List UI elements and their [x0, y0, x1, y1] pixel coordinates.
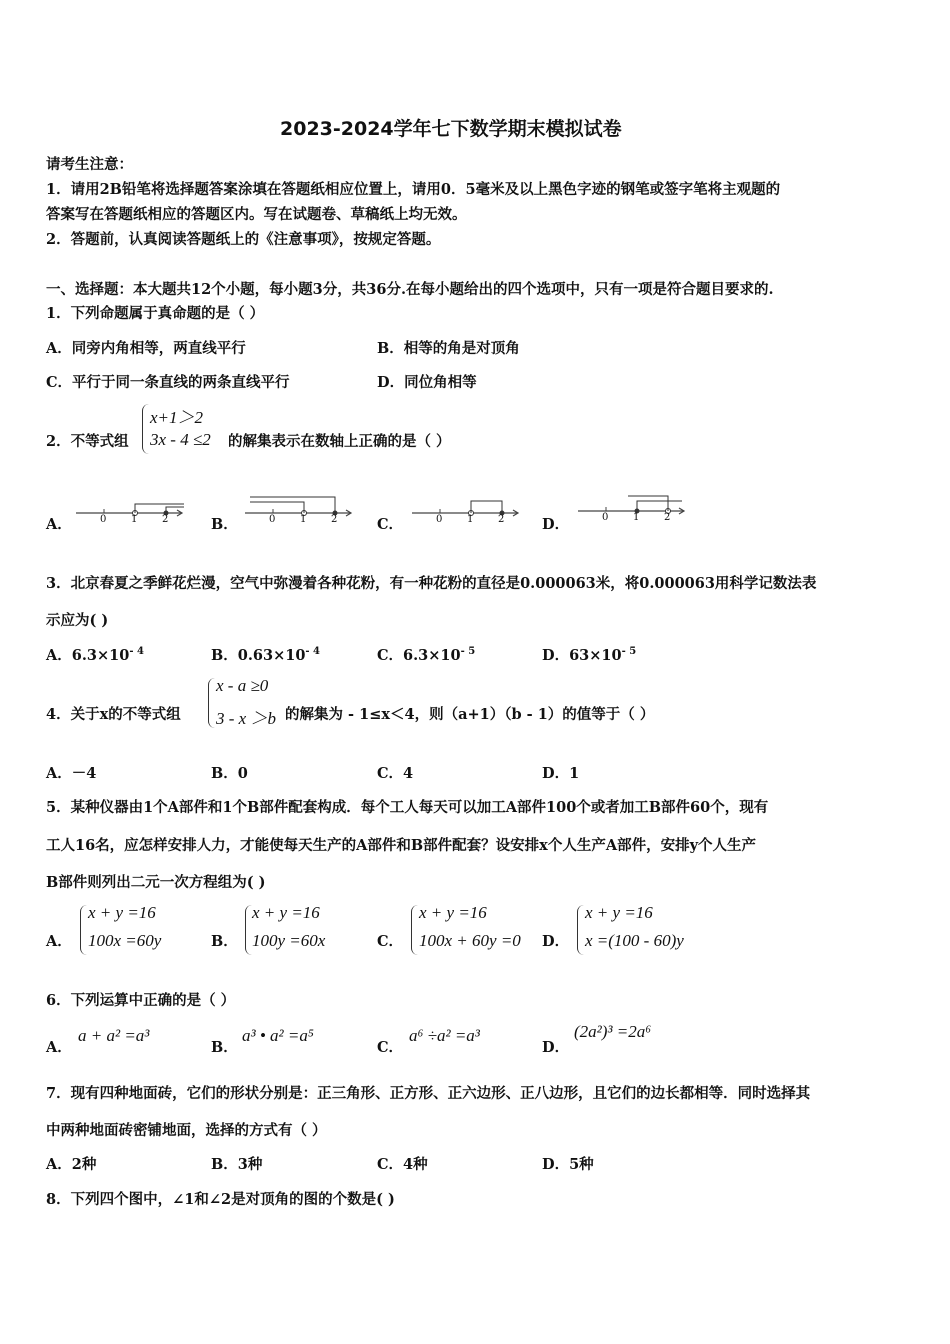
q3-option-b: B．$0.63\times 10^{- 4}$: [211, 646, 321, 664]
q2-option-c-label: C．: [377, 516, 404, 533]
q6-option-d-expr: (2a²)³ =2a⁶: [574, 1022, 652, 1041]
q5-a-eq2: 100x =60y: [88, 931, 162, 950]
q5-option-a-label: A．: [46, 933, 72, 950]
q5-c-eq2: 100x + 60y =0: [419, 931, 521, 950]
q5-d-eq1: x + y =16: [585, 903, 653, 922]
q1-option-c: C．平行于同一条直线的两条直线平行: [46, 374, 290, 391]
q4-eq2: 3 - x ＞b: [216, 709, 276, 728]
q3-line2: 示应为( ): [46, 612, 109, 629]
q5-brace-d: [577, 905, 584, 955]
q1-stem: 1．下列命题属于真命题的是（ ）: [46, 305, 265, 322]
q4-prefix: 4．关于x的不等式组: [46, 706, 181, 723]
section-header: 一、选择题：本大题共12个小题，每小题3分，共36分.在每小题给出的四个选项中，只有一项是符合题目要求的.: [46, 281, 774, 298]
q5-option-d-label: D．: [542, 933, 570, 950]
page-title: 2023-2024学年七下数学期末模拟试卷: [280, 118, 622, 140]
q5-option-c-label: C．: [377, 933, 404, 950]
q4-option-c: C．4: [377, 765, 414, 782]
tick-label: 1: [300, 514, 307, 525]
q3-option-d: D．$63\times 10^{- 5}$: [542, 646, 637, 664]
tick-label: 2: [498, 514, 505, 525]
tick-label: 0: [436, 514, 443, 525]
q7-option-c: C．4种: [377, 1156, 428, 1173]
q2-option-a-label: A．: [46, 516, 72, 533]
q4-option-a: A．－4: [46, 765, 97, 782]
q4-suffix: 的解集为 - 1≤x＜4，则（a+1）（b - 1）的值等于（ ）: [285, 706, 655, 723]
q3-option-a: A．$6.3\times 10^{- 4}$: [46, 646, 144, 664]
q2-option-b-label: B．: [211, 516, 238, 533]
q7-option-b: B．3种: [211, 1156, 263, 1173]
q8-stem: 8．下列四个图中，∠1和∠2是对顶角的图的个数是( ): [46, 1191, 395, 1208]
q6-option-d-label: D．: [542, 1039, 570, 1056]
q6-option-b-expr: a³ • a² =a⁵: [242, 1026, 314, 1045]
q6-option-c-expr: a⁶ ÷a² =a³: [409, 1026, 480, 1045]
q5-b-eq1: x + y =16: [252, 903, 320, 922]
q1-option-b: B．相等的角是对顶角: [377, 340, 520, 357]
q5-line3: B部件则列出二元一次方程组为( ): [46, 874, 266, 891]
q2-suffix: 的解集表示在数轴上正确的是（ ）: [228, 433, 451, 450]
q7-option-d: D．5种: [542, 1156, 594, 1173]
q5-line1: 5．某种仪器由1个A部件和1个B部件配套构成．每个工人每天可以加工A部件100个或者加工B部件60个，现有: [46, 799, 769, 816]
q2-eq2: 3x - 4 ≤2: [150, 430, 211, 449]
notice-line: 2．答题前，认真阅读答题纸上的《注意事项》，按规定答题。: [46, 231, 441, 248]
tick-label: 0: [269, 514, 276, 525]
q5-brace-a: [80, 905, 87, 955]
q6-option-a-label: A．: [46, 1039, 72, 1056]
tick-label: 1: [467, 514, 474, 525]
notice-line: 答案写在答题纸相应的答题区内。写在试题卷、草稿纸上均无效。: [46, 206, 467, 223]
q5-c-eq1: x + y =16: [419, 903, 487, 922]
notice-line: 1．请用2B铅笔将选择题答案涂填在答题纸相应位置上，请用0．5毫米及以上黑色字迹的钢笔或签字笔将主观题的: [46, 181, 781, 198]
q4-eq1: x - a ≥0: [216, 676, 269, 695]
q2-option-d-label: D．: [542, 516, 570, 533]
tick-label: 1: [633, 512, 640, 523]
q5-d-eq2: x =(100 - 60)y: [585, 931, 684, 950]
tick-label: 2: [664, 512, 671, 523]
q4-option-d: D．1: [542, 765, 580, 782]
q3-line1: 3．北京春夏之季鲜花烂漫，空气中弥漫着各种花粉，有一种花粉的直径是0.000063米，将0.000063用科学记数法表: [46, 575, 817, 592]
q6-option-c-label: C．: [377, 1039, 404, 1056]
q3-option-c: C．$6.3\times 10^{- 5}$: [377, 646, 476, 664]
q1-option-a: A．同旁内角相等，两直线平行: [46, 340, 246, 357]
tick-label: 1: [131, 514, 138, 525]
q2-eq1: x+1＞2: [150, 408, 204, 427]
q1-option-d: D．同位角相等: [377, 374, 477, 391]
q5-option-b-label: B．: [211, 933, 238, 950]
q5-brace-c: [411, 905, 418, 955]
q6-option-a-expr: a + a² =a³: [78, 1026, 150, 1045]
q4-option-b: B．0: [211, 765, 248, 782]
q6-stem: 6．下列运算中正确的是（ ）: [46, 992, 236, 1009]
q5-brace-b: [245, 905, 252, 955]
q6-option-b-label: B．: [211, 1039, 238, 1056]
notice-heading: 请考生注意：: [46, 156, 133, 173]
tick-label: 0: [100, 514, 107, 525]
q7-line1: 7．现有四种地面砖，它们的形状分别是：正三角形、正方形、正六边形、正八边形，且它们的边长都相等．同时选择其: [46, 1085, 811, 1102]
q2-brace: [142, 404, 149, 454]
q7-option-a: A．2种: [46, 1156, 97, 1173]
q2-prefix: 2．不等式组: [46, 433, 129, 450]
q4-brace: [208, 678, 215, 728]
tick-label: 2: [331, 514, 338, 525]
q7-line2: 中两种地面砖密铺地面，选择的方式有（ ）: [46, 1122, 327, 1139]
q5-a-eq1: x + y =16: [88, 903, 156, 922]
tick-label: 2: [162, 514, 169, 525]
tick-label: 0: [602, 512, 609, 523]
q5-b-eq2: 100y =60x: [252, 931, 326, 950]
q5-line2: 工人16名，应怎样安排人力，才能使每天生产的A部件和B部件配套？设安排x个人生产A部件，安排y个人生产: [46, 837, 757, 854]
